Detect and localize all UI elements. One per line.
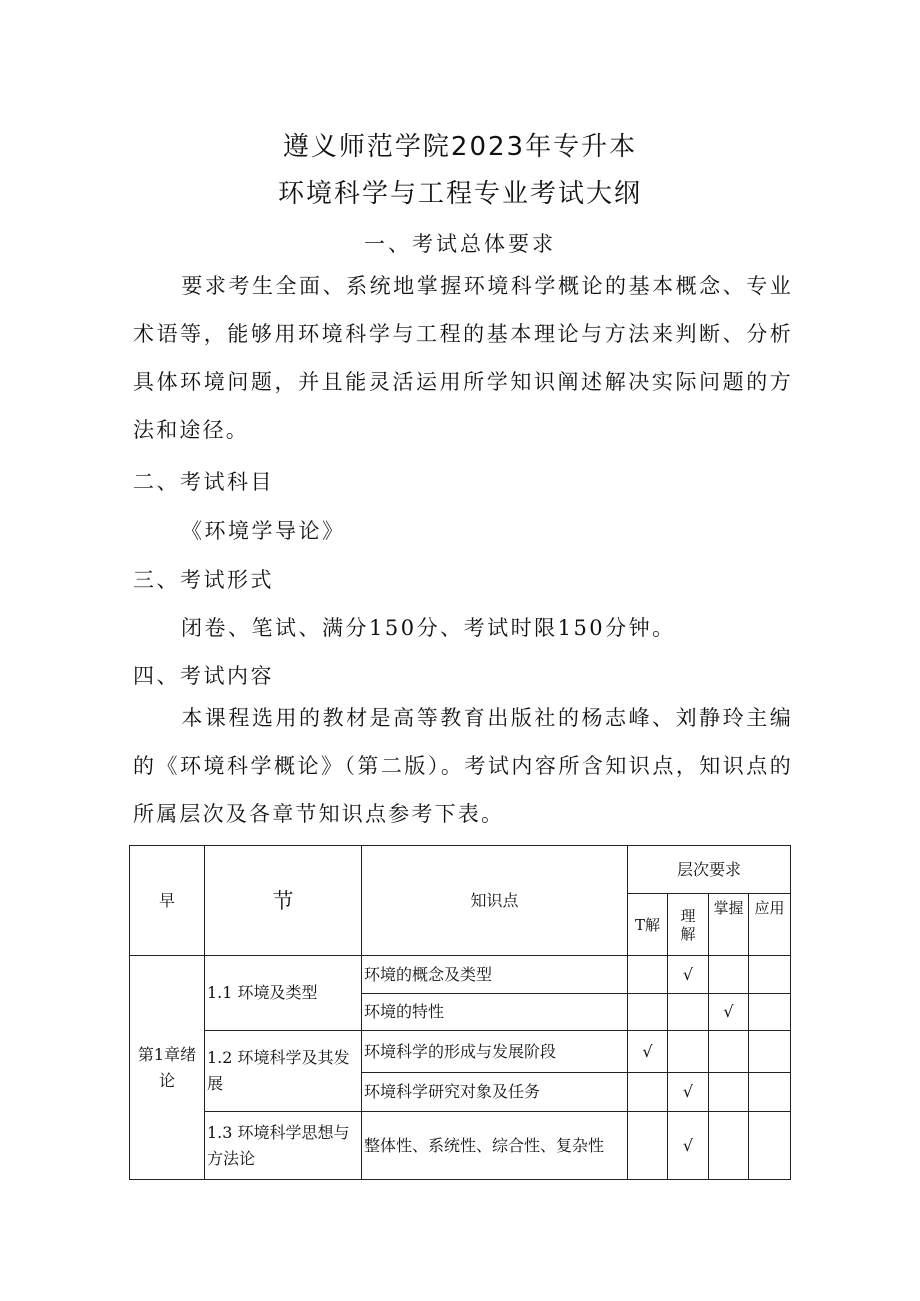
check-cell: √ — [709, 994, 749, 1031]
chapter1-cell: 第1章绪论 — [130, 956, 205, 1180]
section-1-3-cell: 1.3 环境科学思想与方法论 — [205, 1112, 362, 1180]
knowledge-cell: 环境科学的形成与发展阶段 — [362, 1031, 628, 1073]
check-cell — [749, 1112, 791, 1180]
check-cell — [749, 994, 791, 1031]
section-1-1-cell: 1.1 环境及类型 — [205, 956, 362, 1031]
check-cell — [668, 1031, 709, 1073]
header-level-comprehend: 理解 — [668, 894, 709, 956]
section4-body: 本课程选用的教材是高等教育出版社的杨志峰、刘静玲主编的《环境科学概论》（第二版）。考试内容所含知识点，知识点的所属层次及各章节知识点参考下表。 — [133, 706, 793, 826]
check-cell — [749, 1073, 791, 1112]
table-row — [130, 1112, 791, 1180]
check-cell — [668, 994, 709, 1031]
check-cell — [709, 1112, 749, 1180]
header-levels: 层次要求 — [628, 846, 791, 894]
section3-body: 闭卷、笔试、满分150分、考试时限150分钟。 — [181, 616, 676, 640]
section4-heading: 四、考试内容 — [133, 664, 274, 688]
check-cell: √ — [668, 1073, 709, 1112]
header-level-apply: 应用 — [749, 894, 791, 956]
section2-heading: 二、考试科目 — [133, 470, 274, 494]
document-title-line1: 遵义师范学院2023年专升本 — [282, 132, 638, 162]
check-cell: √ — [668, 1112, 709, 1180]
knowledge-cell: 环境的概念及类型 — [362, 956, 628, 994]
header-knowledge: 知识点 — [362, 846, 628, 956]
table-row — [130, 1031, 791, 1073]
knowledge-cell: 整体性、系统性、综合性、复杂性 — [362, 1112, 628, 1180]
check-cell — [709, 956, 749, 994]
check-cell — [749, 1031, 791, 1073]
check-cell — [749, 956, 791, 994]
check-cell — [628, 1112, 668, 1180]
table-row — [130, 956, 791, 994]
check-cell — [709, 1073, 749, 1112]
table-header-row — [130, 846, 791, 894]
section1-body: 要求考生全面、系统地掌握环境科学概论的基本概念、专业术语等，能够用环境科学与工程的基本理论与方法来判断、分析具体环境问题，并且能灵活运用所学知识阐述解决实际问题的方法和途径。 — [133, 274, 793, 442]
check-cell — [628, 994, 668, 1031]
check-cell — [709, 1031, 749, 1073]
knowledge-cell: 环境的特性 — [362, 994, 628, 1031]
header-section: 节 — [205, 846, 362, 956]
syllabus-table — [129, 845, 791, 1180]
section1-heading: 一、考试总体要求 — [364, 232, 556, 256]
section-1-2-cell: 1.2 环境科学及其发展 — [205, 1031, 362, 1112]
check-cell — [628, 956, 668, 994]
section2-body: 《环境学导论》 — [181, 519, 346, 543]
header-level-understand: T解 — [628, 894, 668, 956]
check-cell: √ — [668, 956, 709, 994]
check-cell — [628, 1073, 668, 1112]
knowledge-cell: 环境科学研究对象及任务 — [362, 1073, 628, 1112]
document-title-line2: 环境科学与工程专业考试大纲 — [277, 179, 642, 209]
check-cell: √ — [628, 1031, 668, 1073]
section3-heading: 三、考试形式 — [133, 568, 274, 592]
header-level-master: 掌握 — [709, 894, 749, 956]
header-chapter: 早 — [130, 846, 205, 956]
